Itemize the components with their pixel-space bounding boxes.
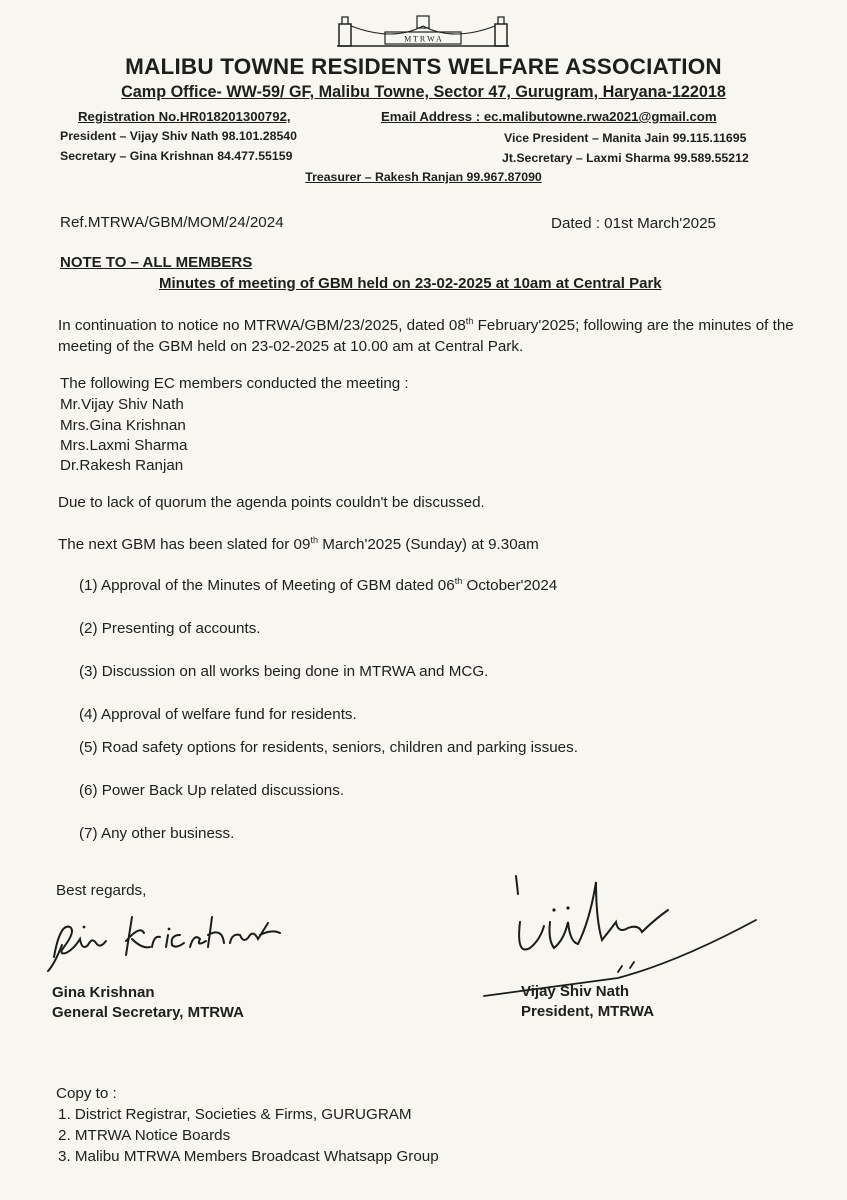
next-gbm-notice: The next GBM has been slated for 09th March'2025 (Sunday) at 9.30am [58,534,539,553]
agenda-item: (3) Discussion on all works being done in MTRWA and MCG. [79,663,489,680]
secretary-contact: Secretary – Gina Krishnan 84.477.55159 [60,149,293,163]
member-item: Dr.Rakesh Ranjan [60,457,184,474]
reference-number: Ref.MTRWA/GBM/MOM/24/2024 [60,214,284,231]
minutes-title: Minutes of meeting of GBM held on 23-02-2025 at 10am at Central Park [159,275,662,292]
logo-text: M T R W A [404,34,442,44]
document-date: Dated : 01st March'2025 [551,215,716,232]
agenda-item: (7) Any other business. [79,825,235,842]
agenda-item: (2) Presenting of accounts. [79,620,261,637]
agenda-item: (1) Approval of the Minutes of Meeting of GBM dated 06th October'2024 [79,575,558,594]
note-to-heading: NOTE TO – ALL MEMBERS [60,254,253,271]
signatory-right-name: Vijay Shiv Nath [521,983,630,1000]
copy-item: 2. MTRWA Notice Boards [58,1127,231,1144]
quorum-statement: Due to lack of quorum the agenda points couldn't be discussed. [58,494,485,511]
agenda-item: (6) Power Back Up related discussions. [79,782,345,799]
signature-gina-krishnan [40,905,290,975]
treasurer-contact: Treasurer – Rakesh Ranjan 99.967.87090 [305,170,542,184]
signatory-left-title: General Secretary, MTRWA [52,1004,245,1021]
member-item: Mrs.Gina Krishnan [60,417,186,434]
member-item: Mr.Vijay Shiv Nath [60,396,184,413]
intro-paragraph: In continuation to notice no MTRWA/GBM/23/2025, dated 08th February'2025; following are the minutes of the meeting of the GBM held on 23-02-2025 at 10.00 am at Central Park. [58,315,794,355]
closing-regards: Best regards, [56,882,147,899]
association-logo [333,12,513,50]
member-item: Mrs.Laxmi Sharma [60,437,188,454]
vice-president-contact: Vice President – Manita Jain 99.115.11695 [504,131,747,145]
agenda-item: (4) Approval of welfare fund for residents. [79,706,357,723]
organization-name: MALIBU TOWNE RESIDENTS WELFARE ASSOCIATION [125,54,722,79]
jt-secretary-contact: Jt.Secretary – Laxmi Sharma 99.589.55212 [502,151,749,165]
signatory-left-name: Gina Krishnan [52,984,155,1001]
agenda-item: (5) Road safety options for residents, seniors, children and parking issues. [79,739,578,756]
president-contact: President – Vijay Shiv Nath 98.101.28540 [60,129,297,143]
copy-item: 3. Malibu MTRWA Members Broadcast Whatsapp Group [58,1148,439,1165]
signature-vijay-shiv-nath [478,870,768,1000]
copy-item: 1. District Registrar, Societies & Firms, GURUGRAM [58,1106,412,1123]
email-address: Email Address : ec.malibutowne.rwa2021@gmail.com [381,109,717,124]
camp-office-address: Camp Office- WW-59/ GF, Malibu Towne, Sector 47, Gurugram, Haryana-122018 [121,83,726,101]
copy-to-heading: Copy to : [56,1085,117,1102]
registration-number: Registration No.HR018201300792, [78,109,291,124]
members-intro: The following EC members conducted the meeting : [60,375,409,392]
signatory-right-title: President, MTRWA [521,1003,655,1020]
